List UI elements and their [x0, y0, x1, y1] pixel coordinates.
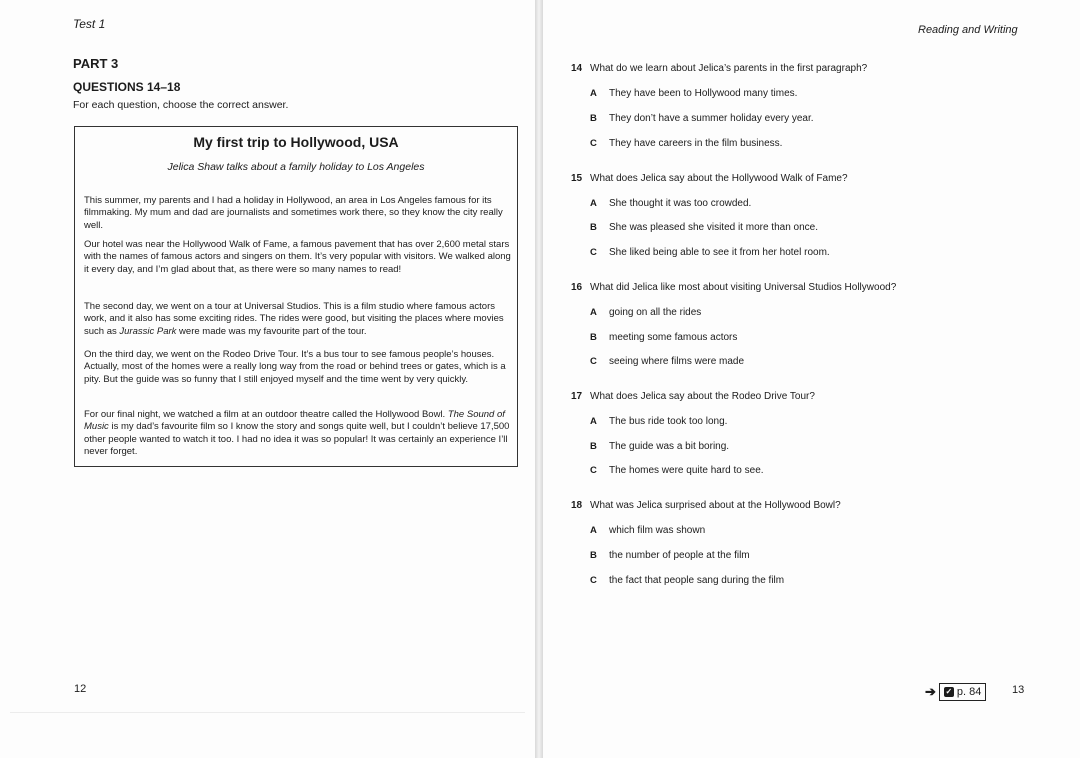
q18-option-a[interactable]: A which film was shown: [590, 525, 706, 536]
q18-option-b[interactable]: B the number of people at the film: [590, 550, 750, 561]
instruction-text: For each question, choose the correct answer.: [73, 99, 289, 111]
reference-box: [939, 683, 986, 701]
q17-option-a[interactable]: A The bus ride took too long.: [590, 416, 728, 427]
article-paragraph-3: The second day, we went on a tour at Universal Studios. This is a film studio where famous actors work, and it also has some exciting rides. The rides were good, but visiting the places where movies such as Jurassic Park were made was my favourite part of the tour.: [84, 301, 504, 337]
article-subtitle: Jelica Shaw talks about a family holiday to Los Angeles: [167, 161, 425, 173]
q14-option-c[interactable]: C They have careers in the film business.: [590, 138, 783, 149]
q15-option-a[interactable]: A She thought it was too crowded.: [590, 198, 752, 209]
q18-option-c[interactable]: C the fact that people sang during the film: [590, 575, 785, 586]
question-16: 16 What did Jelica like most about visiting Universal Studios Hollywood?: [571, 282, 897, 293]
article-box: [74, 126, 518, 467]
page-number-left: 12: [74, 683, 87, 695]
article-paragraph-5: For our final night, we watched a film at an outdoor theatre called the Hollywood Bowl. The Sound of Music is my dad’s favourite film so I know the story and songs quite well, but I couldn’t believe 17,500 other people wanted to watch it too. I had no idea it was so popular! It was certainly an experience I’ll never forget.: [84, 409, 510, 457]
q14-option-b[interactable]: B They don’t have a summer holiday every year.: [590, 113, 814, 124]
q16-option-c[interactable]: C seeing where films were made: [590, 356, 745, 367]
reference-page: p. 84: [956, 686, 982, 698]
part-title: PART 3: [73, 56, 119, 71]
arrow-right-icon: ➔: [925, 684, 936, 699]
article-title: My first trip to Hollywood, USA: [193, 134, 399, 150]
film-title-jurassic-park: Jurassic Park: [119, 325, 177, 337]
q16-option-b[interactable]: B meeting some famous actors: [590, 332, 738, 343]
question-15: 15 What does Jelica say about the Hollywood Walk of Fame?: [571, 173, 848, 184]
q17-option-b[interactable]: B The guide was a bit boring.: [590, 441, 730, 452]
answer-key-reference[interactable]: [925, 683, 986, 701]
questions-range: QUESTIONS 14–18: [73, 80, 181, 94]
running-header-right: Reading and Writing: [918, 24, 1018, 36]
book-spine: [535, 0, 543, 758]
q15-option-b[interactable]: B She was pleased she visited it more than once.: [590, 222, 819, 233]
q15-option-c[interactable]: C She liked being able to see it from her hotel room.: [590, 247, 830, 258]
question-17: 17 What does Jelica say about the Rodeo Drive Tour?: [571, 391, 815, 402]
film-title-sound-of-music: The Sound of Music: [84, 409, 505, 433]
article-paragraph-1: This summer, my parents and I had a holiday in Hollywood, an area in Los Angeles famous for its filmmaking. My mum and dad are journalists and sometimes work there, so they know the city really well.: [84, 195, 503, 231]
q16-option-a[interactable]: A going on all the rides: [590, 307, 702, 318]
q17-option-c[interactable]: C The homes were quite hard to see.: [590, 465, 764, 476]
running-header-left: Test 1: [73, 17, 106, 31]
question-18: 18 What was Jelica surprised about at the Hollywood Bowl?: [571, 500, 841, 511]
tick-icon: ✓: [945, 687, 953, 696]
q14-option-a[interactable]: A They have been to Hollywood many times.: [590, 88, 798, 99]
page-number-right: 13: [1012, 684, 1025, 696]
question-14: 14 What do we learn about Jelica’s parents in the first paragraph?: [571, 63, 868, 74]
article-paragraph-4: On the third day, we went on the Rodeo Drive Tour. It’s a bus tour to see famous people’s houses. Actually, most of the homes were a really long way from the road or behind trees or gates, which is a pity. But the guide was so funny that I still enjoyed myself and the time went by very quickly.: [84, 349, 506, 385]
article-paragraph-2: Our hotel was near the Hollywood Walk of Fame, a famous pavement that has over 2,600 metal stars with the names of famous actors and singers on them. It’s very popular with visitors. We walked along it every day, and I’m glad about that, as there were so many names to read!: [84, 239, 511, 275]
footer-rule: [10, 712, 525, 713]
